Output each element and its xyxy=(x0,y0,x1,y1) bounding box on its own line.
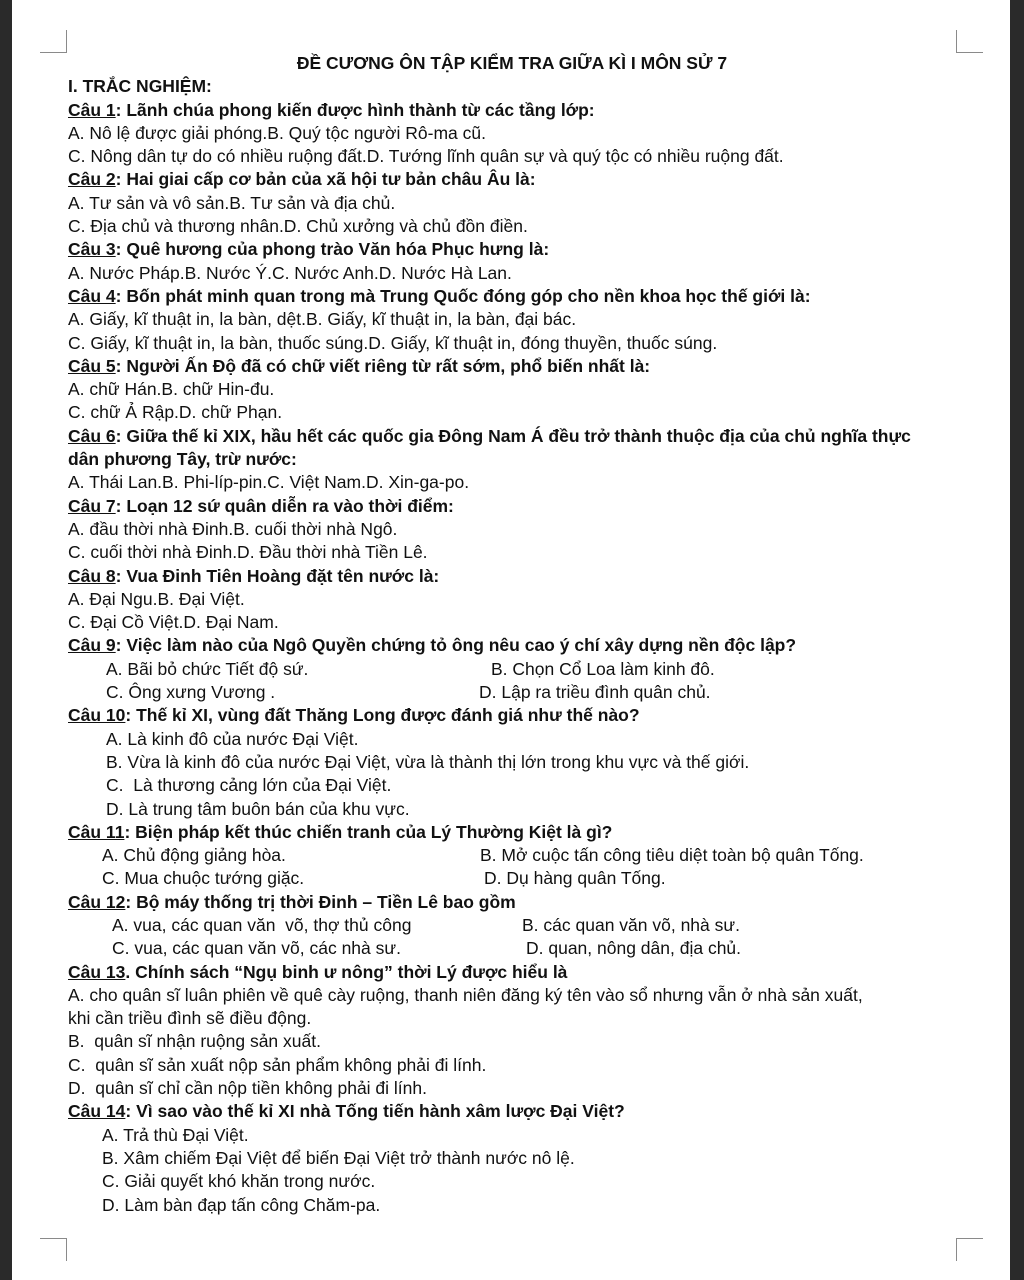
answer-line: C. quân sĩ sản xuất nộp sản phẩm không phải đi lính. xyxy=(68,1054,487,1075)
crop-mark-top-left xyxy=(40,30,67,53)
answer-line: A. đầu thời nhà Đinh.B. cuối thời nhà Ngô. xyxy=(68,518,398,539)
question-text: : Quê hương của phong trào Văn hóa Phục hưng là: xyxy=(115,239,550,260)
answer-line: C. Đại Cồ Việt.D. Đại Nam. xyxy=(68,612,279,633)
question-text: : Bốn phát minh quan trong mà Trung Quốc đóng góp cho nền khoa học thế giới là: xyxy=(115,285,811,306)
question-number: Câu 7 xyxy=(68,495,116,516)
left-frame-edge xyxy=(0,0,12,1280)
answer-line: B. Vừa là kinh đô của nước Đại Việt, vừa là thành thị lớn trong khu vực và thế giới. xyxy=(106,751,750,772)
question-number: Câu 3 xyxy=(68,239,116,260)
question-12 xyxy=(68,891,956,914)
question-text: : Loạn 12 sứ quân diễn ra vào thời điểm: xyxy=(115,495,454,516)
answer-pair-row xyxy=(68,937,956,960)
answer-line: A. Giấy, kĩ thuật in, la bàn, dệt.B. Giấy, kĩ thuật in, la bàn, đại bác. xyxy=(68,309,577,330)
answer-line: C. Địa chủ và thương nhân.D. Chủ xưởng và chủ đồn điền. xyxy=(68,216,528,237)
answer-option: C. Ông xưng Vương . xyxy=(106,682,276,703)
question-6 xyxy=(68,425,956,448)
answer-line: C. Giấy, kĩ thuật in, la bàn, thuốc súng.D. Giấy, kĩ thuật in, đóng thuyền, thuốc súng. xyxy=(68,332,718,353)
question-number: Câu 8 xyxy=(68,565,116,586)
page-title: ĐỀ CƯƠNG ÔN TẬP KIỂM TRA GIỮA KÌ I MÔN SỬ 7 xyxy=(296,53,728,73)
answer-option: B. Mở cuộc tấn công tiêu diệt toàn bộ quân Tống. xyxy=(480,845,864,866)
answer-line: A. Trả thù Đại Việt. xyxy=(102,1124,249,1145)
question-text: : Lãnh chúa phong kiến được hình thành từ các tầng lớp: xyxy=(115,99,595,120)
answer-line: C. chữ Ả Rập.D. chữ Phạn. xyxy=(68,402,283,423)
right-frame-edge xyxy=(1010,0,1024,1280)
answer-option: B. Chọn Cổ Loa làm kinh đô. xyxy=(491,658,715,679)
answer-line: khi cần triều đình sẽ điều động. xyxy=(68,1008,312,1029)
document-page xyxy=(68,52,956,1217)
answer-option: B. các quan văn võ, nhà sư. xyxy=(522,914,740,935)
answer-line: D. quân sĩ chỉ cần nộp tiền không phải đi lính. xyxy=(68,1078,427,1099)
question-text: : Biện pháp kết thúc chiến tranh của Lý Thường Kiệt là gì? xyxy=(124,821,613,842)
answer-pair-row xyxy=(68,844,956,867)
question-number: Câu 2 xyxy=(68,169,116,190)
answer-line: C. Giải quyết khó khăn trong nước. xyxy=(102,1171,376,1192)
crop-mark-top-right xyxy=(956,30,983,53)
question-6-continued: dân phương Tây, trừ nước: xyxy=(68,449,297,470)
question-number: Câu 5 xyxy=(68,355,116,376)
question-number: Câu 12 xyxy=(68,891,126,912)
answer-line: B. Xâm chiếm Đại Việt để biến Đại Việt trở thành nước nô lệ. xyxy=(102,1147,575,1168)
answer-line: D. Làm bàn đạp tấn công Chăm-pa. xyxy=(102,1194,381,1215)
question-3 xyxy=(68,238,956,261)
question-text: : Thế kỉ XI, vùng đất Thăng Long được đánh giá như thế nào? xyxy=(125,705,640,726)
question-text: : Vì sao vào thế kỉ XI nhà Tống tiến hành xâm lược Đại Việt? xyxy=(125,1101,625,1122)
answer-line: A. Nước Pháp.B. Nước Ý.C. Nước Anh.D. Nước Hà Lan. xyxy=(68,262,512,283)
question-9 xyxy=(68,634,956,657)
answer-line: A. Tư sản và vô sản.B. Tư sản và địa chủ. xyxy=(68,192,396,213)
answer-option: A. Chủ động giảng hòa. xyxy=(102,845,286,866)
question-14 xyxy=(68,1100,956,1123)
answer-option: A. Bãi bỏ chức Tiết độ sứ. xyxy=(106,658,309,679)
question-4 xyxy=(68,285,956,308)
answer-line: C. Nông dân tự do có nhiều ruộng đất.D. Tướng lĩnh quân sự và quý tộc có nhiều ruộng đất. xyxy=(68,146,784,167)
question-11 xyxy=(68,821,956,844)
question-number: Câu 1 xyxy=(68,99,116,120)
question-number: Câu 6 xyxy=(68,425,116,446)
answer-pair-row xyxy=(68,681,956,704)
answer-pair-row xyxy=(68,658,956,681)
question-5 xyxy=(68,355,956,378)
answer-option: A. vua, các quan văn võ, thợ thủ công xyxy=(112,914,412,935)
question-2 xyxy=(68,168,956,191)
answer-option: C. vua, các quan văn võ, các nhà sư. xyxy=(112,938,401,959)
answer-line: C. Là thương cảng lớn của Đại Việt. xyxy=(106,775,392,796)
crop-mark-bottom-left xyxy=(40,1238,67,1261)
answer-line: B. quân sĩ nhận ruộng sản xuất. xyxy=(68,1031,321,1052)
question-8 xyxy=(68,565,956,588)
crop-mark-bottom-right xyxy=(956,1238,983,1261)
question-text: : Bộ máy thống trị thời Đinh – Tiền Lê bao gồm xyxy=(125,891,516,912)
answer-line: D. Là trung tâm buôn bán của khu vực. xyxy=(106,798,410,819)
question-number: Câu 10 xyxy=(68,705,126,726)
question-text: : Việc làm nào của Ngô Quyền chứng tỏ ông nêu cao ý chí xây dựng nền độc lập? xyxy=(115,635,797,656)
answer-pair-row xyxy=(68,914,956,937)
answer-option: D. quan, nông dân, địa chủ. xyxy=(526,938,742,959)
question-number: Câu 4 xyxy=(68,285,116,306)
answer-line: A. cho quân sĩ luân phiên về quê cày ruộng, thanh niên đăng ký tên vào sổ nhưng vẫn ở nhà sản xuất, xyxy=(68,984,863,1005)
answer-line: C. cuối thời nhà Đinh.D. Đầu thời nhà Tiền Lê. xyxy=(68,542,428,563)
answer-pair-row xyxy=(68,867,956,890)
question-number: Câu 9 xyxy=(68,635,116,656)
question-text: : Vua Đinh Tiên Hoàng đặt tên nước là: xyxy=(115,565,440,586)
question-text: : Người Ấn Độ đã có chữ viết riêng từ rất sớm, phổ biến nhất là: xyxy=(115,355,651,376)
question-7 xyxy=(68,495,956,518)
answer-line: A. chữ Hán.B. chữ Hin-đu. xyxy=(68,379,275,400)
question-13 xyxy=(68,961,956,984)
question-number: Câu 11 xyxy=(68,821,125,842)
answer-line: A. Thái Lan.B. Phi-líp-pin.C. Việt Nam.D. Xin-ga-po. xyxy=(68,472,470,493)
answer-option: D. Dụ hàng quân Tống. xyxy=(484,868,666,889)
question-text: : Giữa thế kỉ XIX, hầu hết các quốc gia Đông Nam Á đều trở thành thuộc địa của chủ nghĩa thực xyxy=(115,425,911,446)
question-1 xyxy=(68,99,956,122)
question-10 xyxy=(68,704,956,727)
question-text: . Chính sách “Ngụ binh ư nông” thời Lý được hiểu là xyxy=(125,961,568,982)
answer-line: A. Đại Ngu.B. Đại Việt. xyxy=(68,588,245,609)
answer-option: D. Lập ra triều đình quân chủ. xyxy=(479,682,711,703)
answer-line: A. Nô lệ được giải phóng.B. Quý tộc người Rô-ma cũ. xyxy=(68,122,486,143)
question-number: Câu 13 xyxy=(68,961,126,982)
answer-option: C. Mua chuộc tướng giặc. xyxy=(102,868,305,889)
section-heading: I. TRẮC NGHIỆM: xyxy=(68,76,212,97)
answer-line: A. Là kinh đô của nước Đại Việt. xyxy=(106,728,359,749)
question-number: Câu 14 xyxy=(68,1101,126,1122)
question-text: : Hai giai cấp cơ bản của xã hội tư bản châu Âu là: xyxy=(115,169,536,190)
